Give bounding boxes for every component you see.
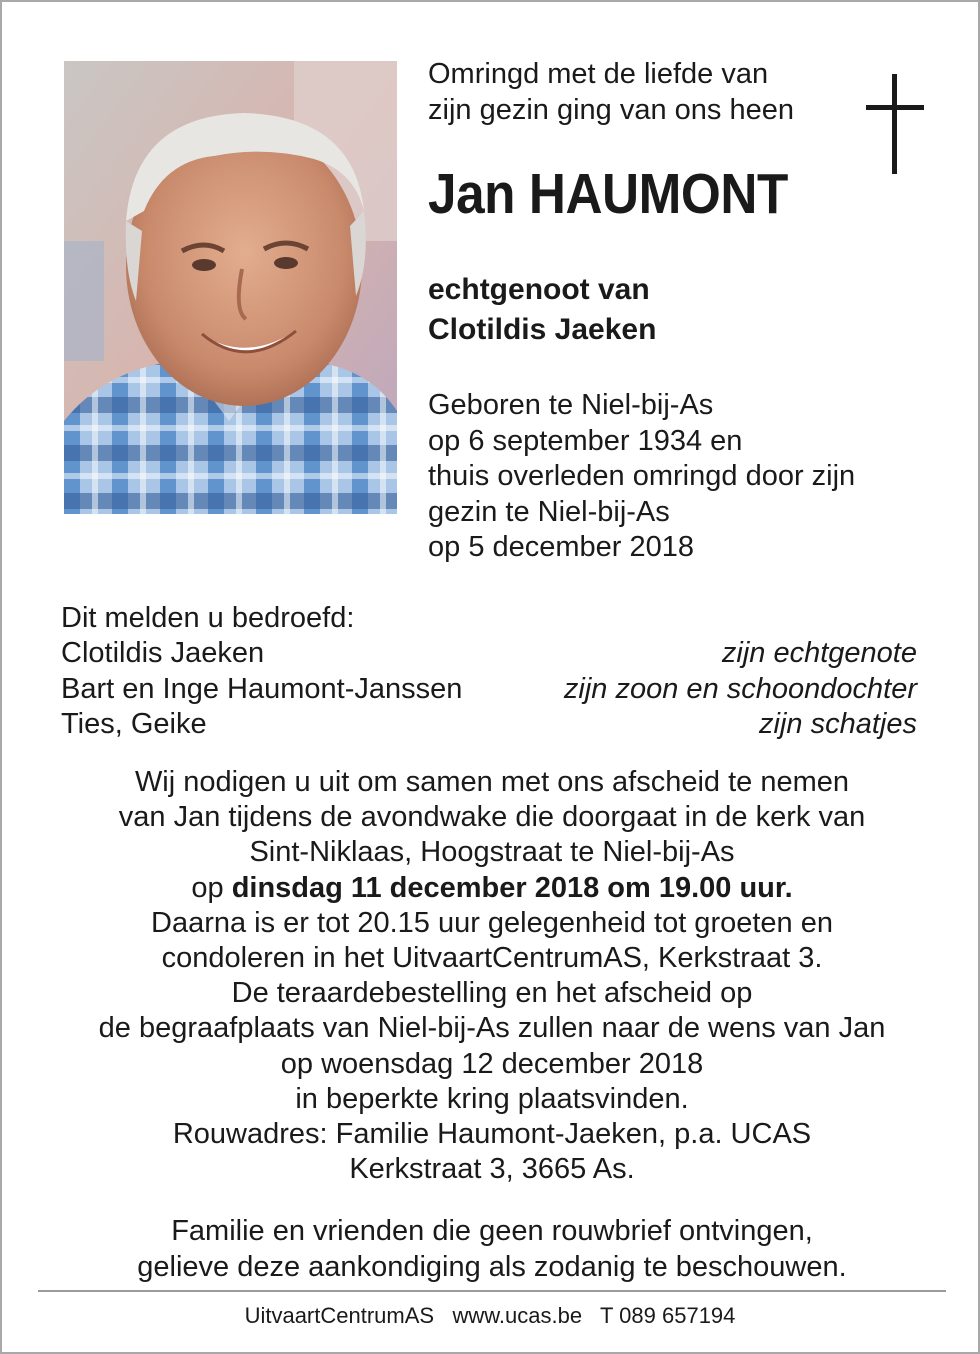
- invite-line: in beperkte kring plaatsvinden.: [295, 1082, 689, 1115]
- family-list: [61, 636, 917, 743]
- closing-line: Familie en vrienden die geen rouwbrief ontvingen,: [171, 1215, 813, 1247]
- birth-death-details: [428, 388, 855, 566]
- invite-line: Kerkstraat 3, 3665 As.: [349, 1153, 635, 1186]
- invite-line: Wij nodigen u uit om samen met ons afscheid te nemen: [134, 766, 850, 798]
- detail-line: op 6 september 1934 en: [428, 424, 743, 457]
- portrait-photo: [64, 61, 397, 514]
- family-row: [61, 707, 917, 743]
- family-relation: zijn echtgenote: [721, 637, 917, 669]
- vigil-date: dinsdag 11 december 2018 om 19.00 uur.: [231, 871, 793, 904]
- family-names: Bart en Inge Haumont-Janssen: [61, 672, 463, 705]
- family-row: [61, 672, 917, 708]
- invite-line: Daarna is er tot 20.15 uur gelegenheid tot groeten en: [151, 906, 833, 939]
- cross-icon: [866, 74, 924, 174]
- invite-line: Sint-Niklaas, Hoogstraat te Niel-bij-As: [249, 836, 735, 869]
- invite-date-line: [42, 871, 942, 906]
- spouse-block: [428, 270, 656, 350]
- spouse-name: Clotildis Jaeken: [428, 313, 657, 346]
- invite-line: Rouwadres: Familie Haumont-Jaeken, p.a. UCAS: [172, 1118, 812, 1151]
- intro-text: [428, 56, 794, 128]
- footer-company: UitvaartCentrumAS: [244, 1303, 435, 1328]
- family-names: Ties, Geike: [61, 708, 207, 740]
- family-row: [61, 636, 917, 672]
- invite-line: De teraardebestelling en het afscheid op: [231, 977, 753, 1010]
- invite-line: op woensdag 12 december 2018: [280, 1047, 704, 1080]
- family-names: Clotildis Jaeken: [61, 637, 265, 669]
- detail-line: gezin te Niel-bij-As: [428, 495, 670, 528]
- invitation-text: [42, 765, 942, 1187]
- family-relation: zijn schatjes: [759, 708, 917, 740]
- invite-line: de begraafplaats van Niel-bij-As zullen naar de wens van Jan: [98, 1012, 886, 1045]
- invite-line: van Jan tijdens de avondwake die doorgaat in de kerk van: [118, 801, 866, 834]
- closing-text: [42, 1214, 942, 1285]
- deceased-name: Jan HAUMONT: [428, 162, 788, 226]
- footer-divider: [38, 1290, 946, 1292]
- intro-line: Omringd met de liefde van: [428, 58, 769, 90]
- footer: [2, 1302, 978, 1330]
- footer-website[interactable]: www.ucas.be: [452, 1303, 583, 1328]
- invite-date-prefix: op: [191, 871, 232, 904]
- detail-line: op 5 december 2018: [428, 531, 695, 563]
- footer-phone: T 089 657194: [600, 1303, 736, 1328]
- closing-line: gelieve deze aankondiging als zodanig te beschouwen.: [137, 1250, 847, 1283]
- announce-heading: Dit melden u bedroefd:: [61, 602, 355, 634]
- invite-line: condoleren in het UitvaartCentrumAS, Kerkstraat 3.: [161, 942, 823, 975]
- detail-line: thuis overleden omringd door zijn: [428, 460, 856, 492]
- detail-line: Geboren te Niel-bij-As: [428, 389, 714, 421]
- family-relation: zijn zoon en schoondochter: [563, 672, 917, 705]
- spouse-label: echtgenoot van: [428, 273, 650, 306]
- intro-line: zijn gezin ging van ons heen: [428, 94, 794, 126]
